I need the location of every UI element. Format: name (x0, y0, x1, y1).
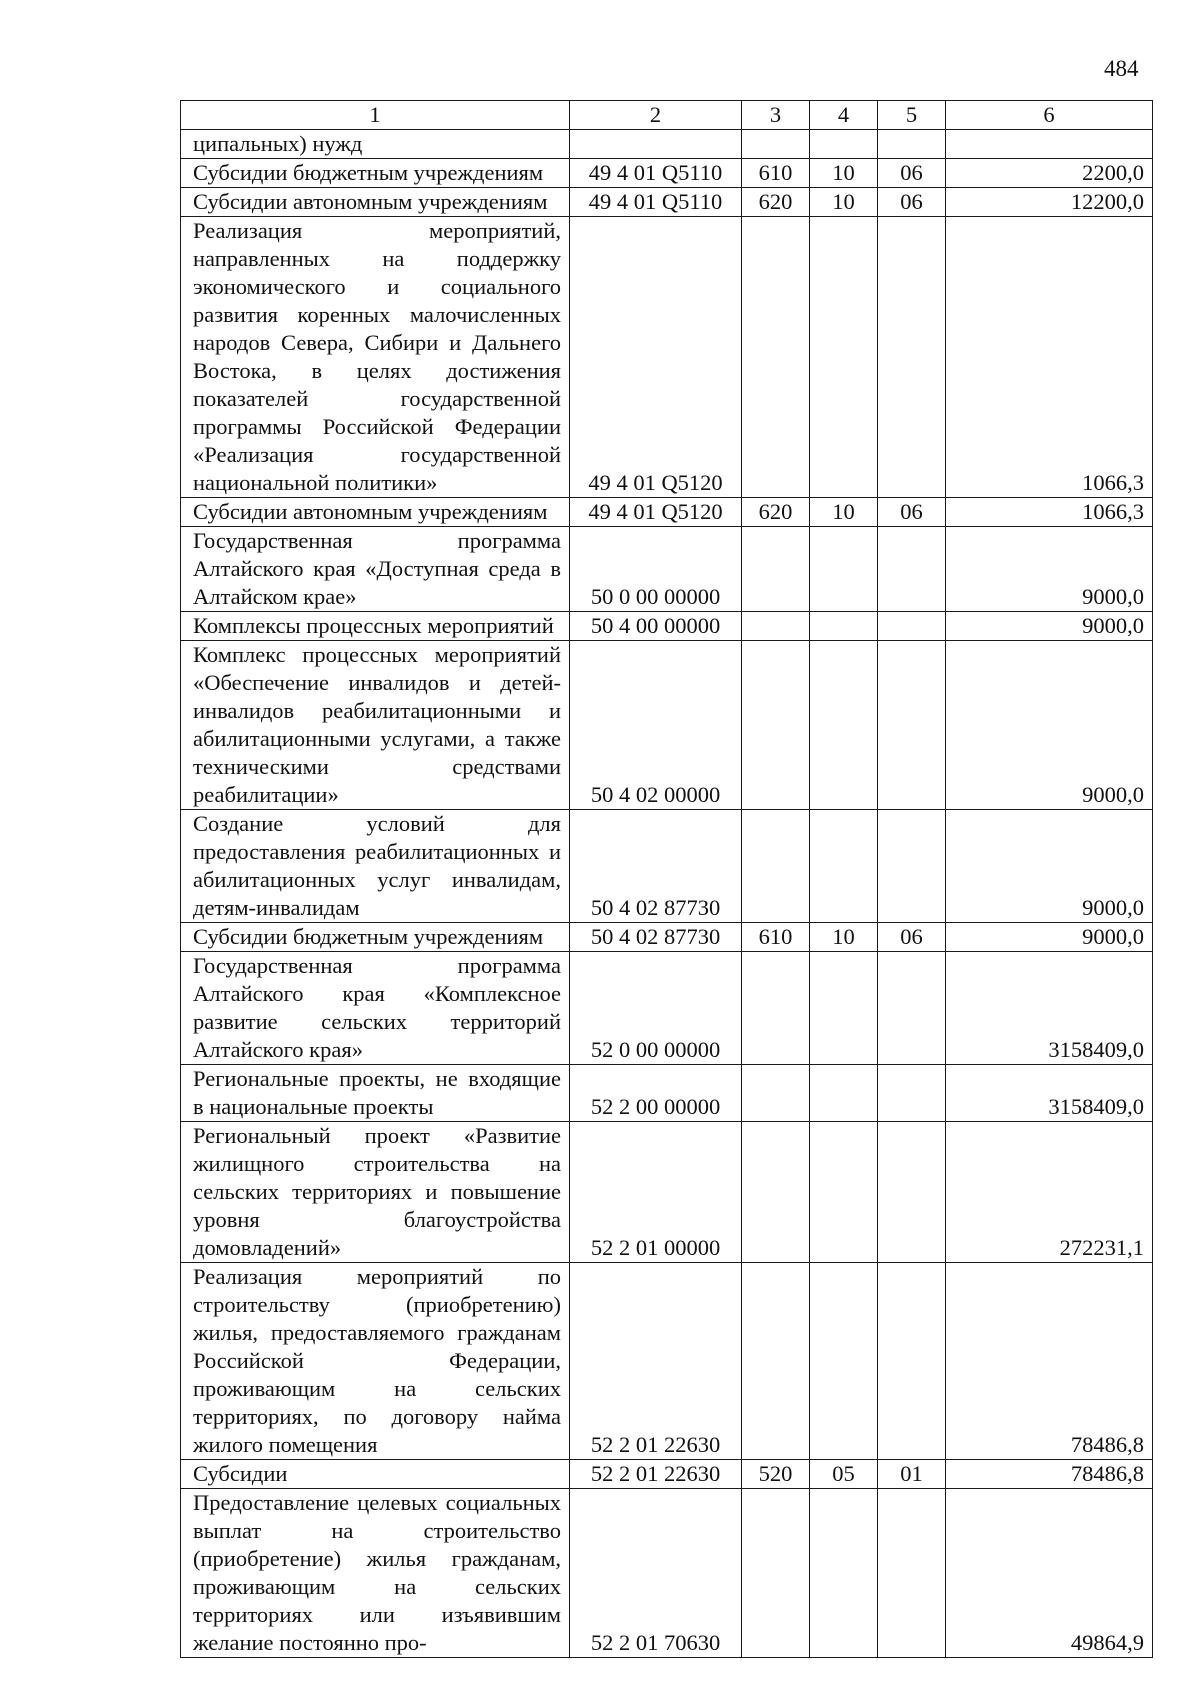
subsection-cell (878, 1065, 946, 1122)
target-code-cell: 52 0 00 00000 (570, 952, 742, 1065)
column-header: 5 (878, 101, 946, 130)
table-row (181, 1263, 1153, 1460)
table-row (181, 1460, 1153, 1489)
table-row (181, 159, 1153, 188)
target-code-cell: 49 4 01 Q5120 (570, 498, 742, 527)
table-row (181, 188, 1153, 217)
target-code-cell: 50 4 02 87730 (570, 923, 742, 952)
item-name-cell: Субсидии автономным учреждениям (181, 498, 570, 527)
subsection-cell: 06 (878, 159, 946, 188)
amount-cell: 78486,8 (946, 1263, 1153, 1460)
expense-type-cell (742, 612, 810, 641)
target-code-cell (570, 130, 742, 159)
table-row (181, 923, 1153, 952)
expense-type-cell: 610 (742, 159, 810, 188)
expense-type-cell: 610 (742, 923, 810, 952)
subsection-cell (878, 1489, 946, 1658)
subsection-cell (878, 1263, 946, 1460)
table-row (181, 1489, 1153, 1658)
expense-type-cell: 620 (742, 498, 810, 527)
table-header-row (181, 101, 1153, 130)
subsection-cell (878, 612, 946, 641)
item-name-cell: Комплекс процессных мероприятий «Обеспечение инвалидов и детей-инвалидов реабилитационными и абилитационными услугами, а также техническими средствами реабилитации» (181, 641, 570, 810)
target-code-cell: 52 2 00 00000 (570, 1065, 742, 1122)
target-code-cell: 52 2 01 70630 (570, 1489, 742, 1658)
target-code-cell: 49 4 01 Q5110 (570, 188, 742, 217)
section-cell (810, 130, 878, 159)
amount-cell: 9000,0 (946, 923, 1153, 952)
expense-type-cell (742, 527, 810, 612)
section-cell (810, 217, 878, 498)
expense-type-cell (742, 810, 810, 923)
item-name-cell: Государственная программа Алтайского края «Доступная среда в Алтайском крае» (181, 527, 570, 612)
item-name-cell: Предоставление целевых социальных выплат на строительство (приобретение) жилья гражданам, проживающим на сельских территориях или изъявившим желание постоянно про- (181, 1489, 570, 1658)
amount-cell (946, 130, 1153, 159)
target-code-cell: 50 4 02 00000 (570, 641, 742, 810)
subsection-cell (878, 810, 946, 923)
item-name-cell: Региональные проекты, не входящие в национальные проекты (181, 1065, 570, 1122)
section-cell (810, 1263, 878, 1460)
expense-type-cell (742, 1122, 810, 1263)
subsection-cell (878, 217, 946, 498)
subsection-cell: 06 (878, 923, 946, 952)
subsection-cell: 06 (878, 188, 946, 217)
table-row (181, 527, 1153, 612)
amount-cell: 2200,0 (946, 159, 1153, 188)
target-code-cell: 52 2 01 00000 (570, 1122, 742, 1263)
item-name-cell: Субсидии бюджетным учреждениям (181, 159, 570, 188)
expense-type-cell: 620 (742, 188, 810, 217)
table-row (181, 952, 1153, 1065)
subsection-cell: 01 (878, 1460, 946, 1489)
budget-table (180, 100, 1153, 1658)
table-row (181, 810, 1153, 923)
section-cell (810, 1122, 878, 1263)
section-cell: 05 (810, 1460, 878, 1489)
item-name-cell: Субсидии бюджетным учреждениям (181, 923, 570, 952)
section-cell (810, 1489, 878, 1658)
expense-type-cell (742, 130, 810, 159)
target-code-cell: 52 2 01 22630 (570, 1263, 742, 1460)
subsection-cell (878, 527, 946, 612)
amount-cell: 12200,0 (946, 188, 1153, 217)
table-row (181, 498, 1153, 527)
table-row (181, 641, 1153, 810)
section-cell: 10 (810, 159, 878, 188)
table-row (181, 217, 1153, 498)
column-header: 4 (810, 101, 878, 130)
section-cell (810, 1065, 878, 1122)
table-row (181, 130, 1153, 159)
amount-cell: 9000,0 (946, 641, 1153, 810)
subsection-cell (878, 130, 946, 159)
item-name-cell: Субсидии автономным учреждениям (181, 188, 570, 217)
section-cell (810, 612, 878, 641)
table-row (181, 612, 1153, 641)
expense-type-cell (742, 952, 810, 1065)
section-cell: 10 (810, 498, 878, 527)
item-name-cell: Комплексы процессных мероприятий (181, 612, 570, 641)
amount-cell: 272231,1 (946, 1122, 1153, 1263)
amount-cell: 3158409,0 (946, 952, 1153, 1065)
target-code-cell: 50 4 02 87730 (570, 810, 742, 923)
target-code-cell: 50 0 00 00000 (570, 527, 742, 612)
amount-cell: 1066,3 (946, 217, 1153, 498)
amount-cell: 78486,8 (946, 1460, 1153, 1489)
expense-type-cell (742, 1263, 810, 1460)
item-name-cell: Региональный проект «Развитие жилищного строительства на сельских территориях и повышение уровня благоустройства домовладений» (181, 1122, 570, 1263)
expense-type-cell (742, 217, 810, 498)
target-code-cell: 50 4 00 00000 (570, 612, 742, 641)
target-code-cell: 49 4 01 Q5110 (570, 159, 742, 188)
section-cell (810, 952, 878, 1065)
item-name-cell: ципальных) нужд (181, 130, 570, 159)
budget-table-body (181, 101, 1153, 1658)
expense-type-cell (742, 1065, 810, 1122)
table-row (181, 1065, 1153, 1122)
item-name-cell: Создание условий для предоставления реабилитационных и абилитационных услуг инвалидам, детям-инвалидам (181, 810, 570, 923)
section-cell (810, 527, 878, 612)
expense-type-cell (742, 1489, 810, 1658)
item-name-cell: Реализация мероприятий, направленных на поддержку экономического и социального развития коренных малочисленных народов Севера, Сибири и Дальнего Востока, в целях достижения показателей государственной программы Российской Федерации «Реализация государственной национальной политики» (181, 217, 570, 498)
target-code-cell: 49 4 01 Q5120 (570, 217, 742, 498)
column-header: 2 (570, 101, 742, 130)
column-header: 6 (946, 101, 1153, 130)
section-cell (810, 641, 878, 810)
section-cell: 10 (810, 923, 878, 952)
table-row (181, 1122, 1153, 1263)
item-name-cell: Государственная программа Алтайского края «Комплексное развитие сельских территорий Алтайского края» (181, 952, 570, 1065)
column-header: 1 (181, 101, 570, 130)
amount-cell: 49864,9 (946, 1489, 1153, 1658)
amount-cell: 9000,0 (946, 612, 1153, 641)
section-cell (810, 810, 878, 923)
amount-cell: 3158409,0 (946, 1065, 1153, 1122)
item-name-cell: Реализация мероприятий по строительству (приобретению) жилья, предоставляемого гражданам Российской Федерации, проживающим на сельских территориях, по договору найма жилого помещения (181, 1263, 570, 1460)
subsection-cell (878, 641, 946, 810)
amount-cell: 9000,0 (946, 810, 1153, 923)
section-cell: 10 (810, 188, 878, 217)
expense-type-cell: 520 (742, 1460, 810, 1489)
subsection-cell (878, 1122, 946, 1263)
expense-type-cell (742, 641, 810, 810)
target-code-cell: 52 2 01 22630 (570, 1460, 742, 1489)
page-number: 484 (1104, 56, 1139, 81)
subsection-cell (878, 952, 946, 1065)
item-name-cell: Субсидии (181, 1460, 570, 1489)
amount-cell: 1066,3 (946, 498, 1153, 527)
subsection-cell: 06 (878, 498, 946, 527)
amount-cell: 9000,0 (946, 527, 1153, 612)
column-header: 3 (742, 101, 810, 130)
